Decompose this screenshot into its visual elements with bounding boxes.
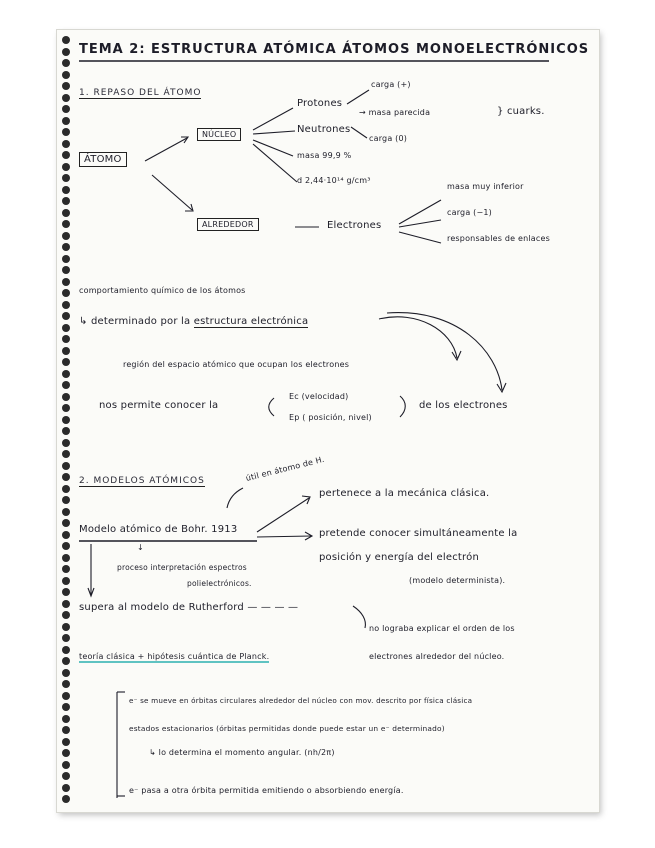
- pretends-line1: pretende conocer simultáneamente la: [319, 528, 518, 539]
- useful-hydrogen: útil en átomo de H.: [244, 454, 326, 483]
- electron-bonds: responsables de enlaces: [447, 234, 550, 243]
- page-title: TEMA 2: ESTRUCTURA ATÓMICA ÁTOMOS MONOELECTRÓNICOS: [79, 42, 590, 57]
- electronic-structure: estructura electrónica: [193, 316, 309, 327]
- allows-knowing: nos permite conocer la: [99, 400, 219, 411]
- classical-quantum-theory: teoría clásica + hipótesis cuántica de Planck.: [79, 652, 270, 661]
- postulate-3: e⁻ pasa a otra órbita permitida emitiendo o absorbiendo energía.: [129, 786, 404, 795]
- section1-heading: 1. REPASO DEL ÁTOMO: [79, 88, 202, 98]
- potential-energy: Ep ( posición, nivel): [289, 413, 372, 422]
- atom-box: ÁTOMO: [79, 152, 127, 167]
- notebook-page: [57, 30, 599, 812]
- section2-heading: 2. MODELOS ATÓMICOS: [79, 476, 205, 486]
- space-region: región del espacio atómico que ocupan los electrones: [123, 360, 350, 369]
- electrons-label: Electrones: [327, 220, 382, 231]
- surpasses-rutherford: supera al modelo de Rutherford — — — —: [79, 602, 299, 613]
- nucleus-density: d 2,44·10¹⁴ g/cm³: [297, 176, 371, 185]
- spectra-line1: proceso interpretación espectros: [117, 563, 247, 572]
- classical-mechanics: pertenece a la mecánica clásica.: [319, 488, 490, 499]
- chem-behavior: comportamiento químico de los átomos: [79, 286, 246, 295]
- failed-line1: no lograba explicar el orden de los: [369, 624, 515, 633]
- spectra-arrow: ↓: [137, 543, 144, 552]
- postulate-1: e⁻ se mueve en órbitas circulares alrededor del núcleo con mov. descrito por física clásica: [129, 696, 473, 705]
- electron-charge: carga (−1): [447, 208, 493, 217]
- neutrons-label: Neutrones: [297, 124, 351, 135]
- spectra-line2: polielectrónicos.: [187, 579, 252, 588]
- postulate-2: estados estacionarios (órbitas permitidas donde puede estar un e⁻ determinado): [129, 724, 445, 733]
- postulate-2-detail: ↳ lo determina el momento angular. (nh/2π): [149, 748, 335, 757]
- bohr-model: Modelo atómico de Bohr. 1913: [79, 524, 238, 535]
- charge-neutral: carga (0): [369, 134, 408, 143]
- chem-determined: [79, 316, 308, 327]
- charge-positive: carga (+): [371, 80, 411, 89]
- failed-line2: electrones alrededor del núcleo.: [369, 652, 505, 661]
- protons-label: Protones: [297, 98, 343, 109]
- deterministic-model: (modelo determinista).: [409, 576, 506, 585]
- around-box: ALREDEDOR: [197, 218, 259, 231]
- nucleus-box: NÚCLEO: [197, 128, 241, 141]
- nucleus-mass: masa 99,9 %: [297, 151, 352, 160]
- kinetic-energy: Ec (velocidad): [289, 392, 349, 401]
- electron-mass: masa muy inferior: [447, 182, 524, 191]
- of-electrons: de los electrones: [419, 400, 508, 411]
- pretends-line2: posición y energía del electrón: [319, 552, 479, 563]
- chem-determined-prefix: ↳ determinado por la: [79, 316, 194, 327]
- quarks-label: } cuarks.: [497, 106, 545, 117]
- particle-mass: → masa parecida: [359, 108, 431, 117]
